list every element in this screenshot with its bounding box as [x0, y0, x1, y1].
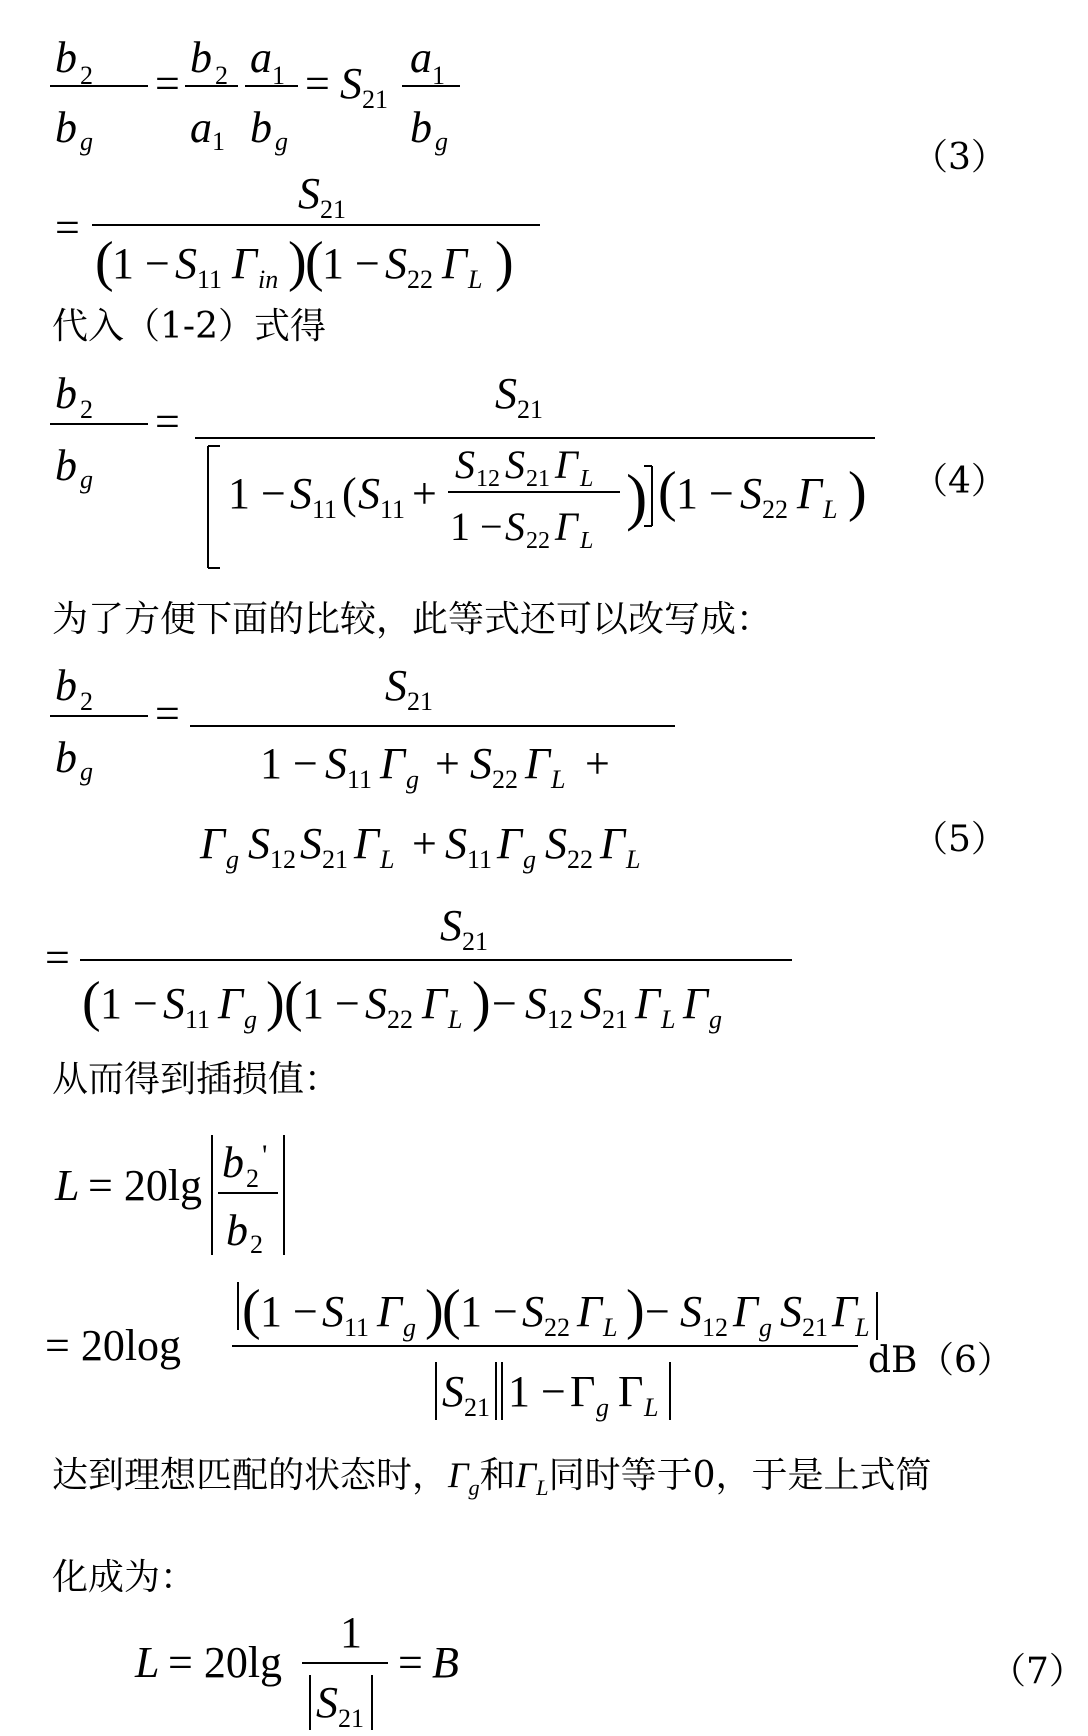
svg-text:g: g [80, 757, 93, 786]
svg-text:22: 22 [492, 765, 518, 794]
svg-text:S: S [780, 1287, 802, 1336]
svg-text:S: S [505, 504, 525, 549]
paragraph-4-part-c: 同时等于0，于是上式简 [548, 1455, 932, 1496]
svg-text:11: 11 [347, 765, 373, 794]
svg-text:1 −: 1 − [508, 1367, 566, 1416]
svg-text:b: b [55, 733, 77, 782]
svg-text:=: = [55, 203, 80, 252]
svg-text:g: g [80, 465, 93, 494]
paragraph-5: 化成为： [52, 1557, 197, 1598]
svg-text:b: b [55, 103, 77, 152]
paragraph-2: 为了方便下面的比较，此等式还可以改写成： [52, 599, 773, 640]
svg-text:S: S [442, 1367, 464, 1416]
svg-text:Γ: Γ [497, 819, 523, 868]
svg-text:= 20lg: = 20lg [168, 1638, 283, 1687]
svg-text:Γ: Γ [570, 1367, 596, 1416]
svg-text:Γ: Γ [354, 819, 380, 868]
svg-text:1 −: 1 − [302, 979, 360, 1028]
svg-text:S: S [495, 369, 517, 418]
svg-text:1 −: 1 − [100, 979, 158, 1028]
svg-text:Γ: Γ [377, 1287, 403, 1336]
svg-text:S: S [316, 1678, 338, 1727]
svg-text:22: 22 [407, 265, 433, 294]
svg-text:Γ: Γ [635, 979, 661, 1028]
svg-text:S: S [680, 1287, 702, 1336]
svg-text:): ) [626, 1279, 645, 1341]
svg-text:S: S [163, 979, 185, 1028]
svg-text:1 −: 1 − [322, 239, 380, 288]
svg-text:): ) [266, 971, 285, 1033]
svg-text:g: g [435, 127, 448, 156]
svg-text:11: 11 [344, 1313, 370, 1342]
svg-text:S: S [322, 1287, 344, 1336]
svg-text:a: a [250, 33, 272, 82]
svg-text:= 20lg: = 20lg [88, 1161, 203, 1210]
svg-text:S: S [445, 819, 467, 868]
svg-text:=: = [45, 933, 70, 982]
svg-text:1 −: 1 − [112, 239, 170, 288]
svg-text:11: 11 [312, 495, 338, 524]
svg-text:2: 2 [80, 687, 93, 716]
svg-text:S: S [525, 979, 547, 1028]
svg-text:': ' [262, 1139, 268, 1172]
svg-text:=: = [305, 59, 330, 108]
svg-text:22: 22 [762, 495, 788, 524]
svg-text:b: b [226, 1206, 248, 1255]
svg-text:12: 12 [547, 1005, 573, 1034]
gamma-l-symbol: $\Gamma_L$ [515, 1455, 549, 1500]
svg-text:a: a [410, 33, 432, 82]
svg-text:21: 21 [362, 85, 388, 114]
svg-text:1 −: 1 − [228, 469, 286, 518]
svg-text:Γ: Γ [618, 1367, 644, 1416]
equation-6-line-1 [40, 1115, 360, 1265]
svg-text:S: S [340, 59, 362, 108]
svg-text:S: S [470, 739, 492, 788]
svg-text:=: = [155, 397, 180, 446]
svg-text:g: g [275, 127, 288, 156]
svg-text:g: g [596, 1393, 609, 1422]
svg-text:b: b [55, 33, 77, 82]
svg-text:g: g [709, 1005, 722, 1034]
svg-text:21: 21 [320, 195, 346, 224]
svg-text:2: 2 [246, 1164, 259, 1193]
svg-text:(: ( [305, 231, 324, 293]
svg-text:S: S [522, 1287, 544, 1336]
svg-text:Γ: Γ [525, 739, 551, 788]
svg-text:11: 11 [380, 495, 406, 524]
svg-text:S: S [440, 901, 462, 950]
svg-text:L: L [135, 1638, 160, 1687]
svg-text:1: 1 [432, 61, 445, 90]
svg-text:L: L [580, 528, 594, 554]
svg-text:Γ: Γ [422, 979, 448, 1028]
svg-text:L: L [626, 845, 641, 874]
svg-text:g: g [226, 845, 239, 874]
svg-text:S: S [248, 819, 270, 868]
svg-text:): ) [626, 461, 648, 532]
svg-text:g: g [403, 1313, 416, 1342]
svg-text:L: L [644, 1393, 659, 1422]
svg-text:12: 12 [270, 845, 296, 874]
equation-4 [40, 368, 880, 578]
svg-text:b: b [55, 369, 77, 418]
svg-text:S: S [505, 442, 525, 487]
paragraph-4 [52, 1455, 931, 1508]
svg-text:S: S [740, 469, 762, 518]
equation-3-line-2 [40, 160, 560, 300]
svg-text:b: b [190, 33, 212, 82]
svg-text:21: 21 [526, 466, 550, 492]
paragraph-4-part-a: 达到理想匹配的状态时， [52, 1455, 449, 1496]
svg-text:1: 1 [212, 127, 225, 156]
svg-text:21: 21 [802, 1313, 828, 1342]
svg-text:L: L [55, 1161, 80, 1210]
svg-text:1 −: 1 − [260, 1287, 318, 1336]
svg-text:Γ: Γ [733, 1287, 759, 1336]
svg-text:22: 22 [526, 528, 550, 554]
svg-text:Γ: Γ [577, 1287, 603, 1336]
svg-text:B: B [432, 1638, 459, 1687]
svg-text:Γ: Γ [555, 442, 578, 487]
svg-text:+: + [412, 819, 437, 868]
svg-text:Γ: Γ [600, 819, 626, 868]
svg-text:): ) [288, 231, 307, 293]
paragraph-3: 从而得到插损值： [52, 1059, 341, 1100]
svg-text:): ) [472, 971, 491, 1033]
svg-text:b: b [55, 661, 77, 710]
svg-text:L: L [855, 1313, 870, 1342]
svg-text:+: + [585, 739, 610, 788]
svg-text:(: ( [82, 971, 101, 1033]
svg-text:S: S [385, 239, 407, 288]
svg-text:1: 1 [272, 61, 285, 90]
equation-number-3: （3） [912, 137, 1007, 178]
svg-text:S: S [455, 442, 475, 487]
svg-text:Γ: Γ [555, 504, 578, 549]
equation-7 [120, 1605, 480, 1735]
equation-number-5: （5） [912, 819, 1007, 860]
svg-text:21: 21 [602, 1005, 628, 1034]
svg-text:22: 22 [544, 1313, 570, 1342]
svg-text:Γ: Γ [218, 979, 244, 1028]
paragraph-1: 代入（1-2）式得 [52, 306, 326, 347]
svg-text:L: L [448, 1005, 463, 1034]
svg-text:Γ: Γ [683, 979, 709, 1028]
svg-text:L: L [380, 845, 395, 874]
svg-text:g: g [759, 1313, 772, 1342]
svg-text:+: + [435, 739, 460, 788]
svg-text:1 −: 1 − [260, 739, 318, 788]
svg-text:b: b [410, 103, 432, 152]
svg-text:L: L [580, 466, 594, 492]
svg-text:21: 21 [464, 1393, 490, 1422]
svg-text:Γ: Γ [200, 819, 226, 868]
svg-text:1 −: 1 − [450, 504, 503, 549]
svg-text:L: L [823, 495, 838, 524]
svg-text:g: g [80, 127, 93, 156]
svg-text:g: g [523, 845, 536, 874]
svg-text:S: S [290, 469, 312, 518]
svg-text:1 −: 1 − [676, 469, 734, 518]
equation-number-7: （7） [990, 1651, 1085, 1692]
svg-text:b: b [222, 1138, 244, 1187]
svg-text:S: S [325, 739, 347, 788]
unit-db: dB [868, 1340, 918, 1381]
svg-text:(: ( [95, 231, 114, 293]
equation-3-line-1 [40, 10, 460, 160]
svg-text:=: = [155, 689, 180, 738]
svg-text:S: S [580, 979, 602, 1028]
svg-text:b: b [55, 441, 77, 490]
svg-text:21: 21 [517, 395, 543, 424]
svg-text:Γ: Γ [797, 469, 823, 518]
svg-text:21: 21 [407, 687, 433, 716]
svg-text:−: − [492, 979, 517, 1028]
svg-text:12: 12 [702, 1313, 728, 1342]
svg-text:1 −: 1 − [460, 1287, 518, 1336]
svg-text:(: ( [342, 469, 357, 518]
svg-text:11: 11 [197, 265, 223, 294]
svg-text:= 20log: = 20log [45, 1321, 182, 1370]
svg-text:S: S [175, 239, 197, 288]
equation-5 [40, 660, 810, 1040]
svg-text:2: 2 [250, 1230, 263, 1259]
svg-text:12: 12 [476, 466, 500, 492]
svg-text:L: L [661, 1005, 676, 1034]
svg-text:a: a [190, 103, 212, 152]
equation-6-line-2 [40, 1270, 860, 1440]
svg-text:in: in [258, 265, 279, 294]
svg-text:Γ: Γ [832, 1287, 858, 1336]
svg-text:L: L [551, 765, 566, 794]
svg-text:=: = [398, 1638, 423, 1687]
svg-text:2: 2 [80, 61, 93, 90]
svg-text:2: 2 [215, 61, 228, 90]
svg-text:): ) [495, 231, 514, 293]
svg-text:L: L [468, 265, 483, 294]
paragraph-4-part-b: 和 [479, 1455, 516, 1496]
svg-text:S: S [385, 661, 407, 710]
svg-text:S: S [545, 819, 567, 868]
svg-text:(: ( [284, 971, 303, 1033]
svg-text:S: S [300, 819, 322, 868]
svg-text:g: g [244, 1005, 257, 1034]
svg-text:S: S [298, 169, 320, 218]
equation-number-4: （4） [912, 461, 1007, 502]
svg-text:b: b [250, 103, 272, 152]
svg-text:(: ( [442, 1279, 461, 1341]
svg-text:22: 22 [567, 845, 593, 874]
svg-text:S: S [358, 469, 380, 518]
svg-text:S: S [365, 979, 387, 1028]
svg-text:−: − [645, 1287, 670, 1336]
gamma-g-symbol: $\Gamma_g$ [448, 1455, 480, 1500]
svg-text:): ) [848, 461, 867, 523]
equation-number-6: （6） [918, 1340, 1013, 1381]
svg-text:g: g [406, 765, 419, 794]
svg-text:Γ: Γ [232, 239, 258, 288]
svg-text:+: + [412, 469, 437, 518]
svg-text:1: 1 [340, 1608, 362, 1657]
svg-text:2: 2 [80, 395, 93, 424]
svg-text:=: = [155, 59, 180, 108]
svg-text:21: 21 [462, 927, 488, 956]
svg-text:11: 11 [185, 1005, 211, 1034]
svg-text:22: 22 [387, 1005, 413, 1034]
svg-text:): ) [425, 1279, 444, 1341]
svg-text:11: 11 [467, 845, 493, 874]
svg-text:(: ( [242, 1279, 261, 1341]
svg-text:Γ: Γ [380, 739, 406, 788]
svg-text:Γ: Γ [442, 239, 468, 288]
svg-text:21: 21 [338, 1704, 364, 1733]
svg-text:L: L [603, 1313, 618, 1342]
svg-text:(: ( [658, 461, 677, 523]
svg-text:21: 21 [322, 845, 348, 874]
